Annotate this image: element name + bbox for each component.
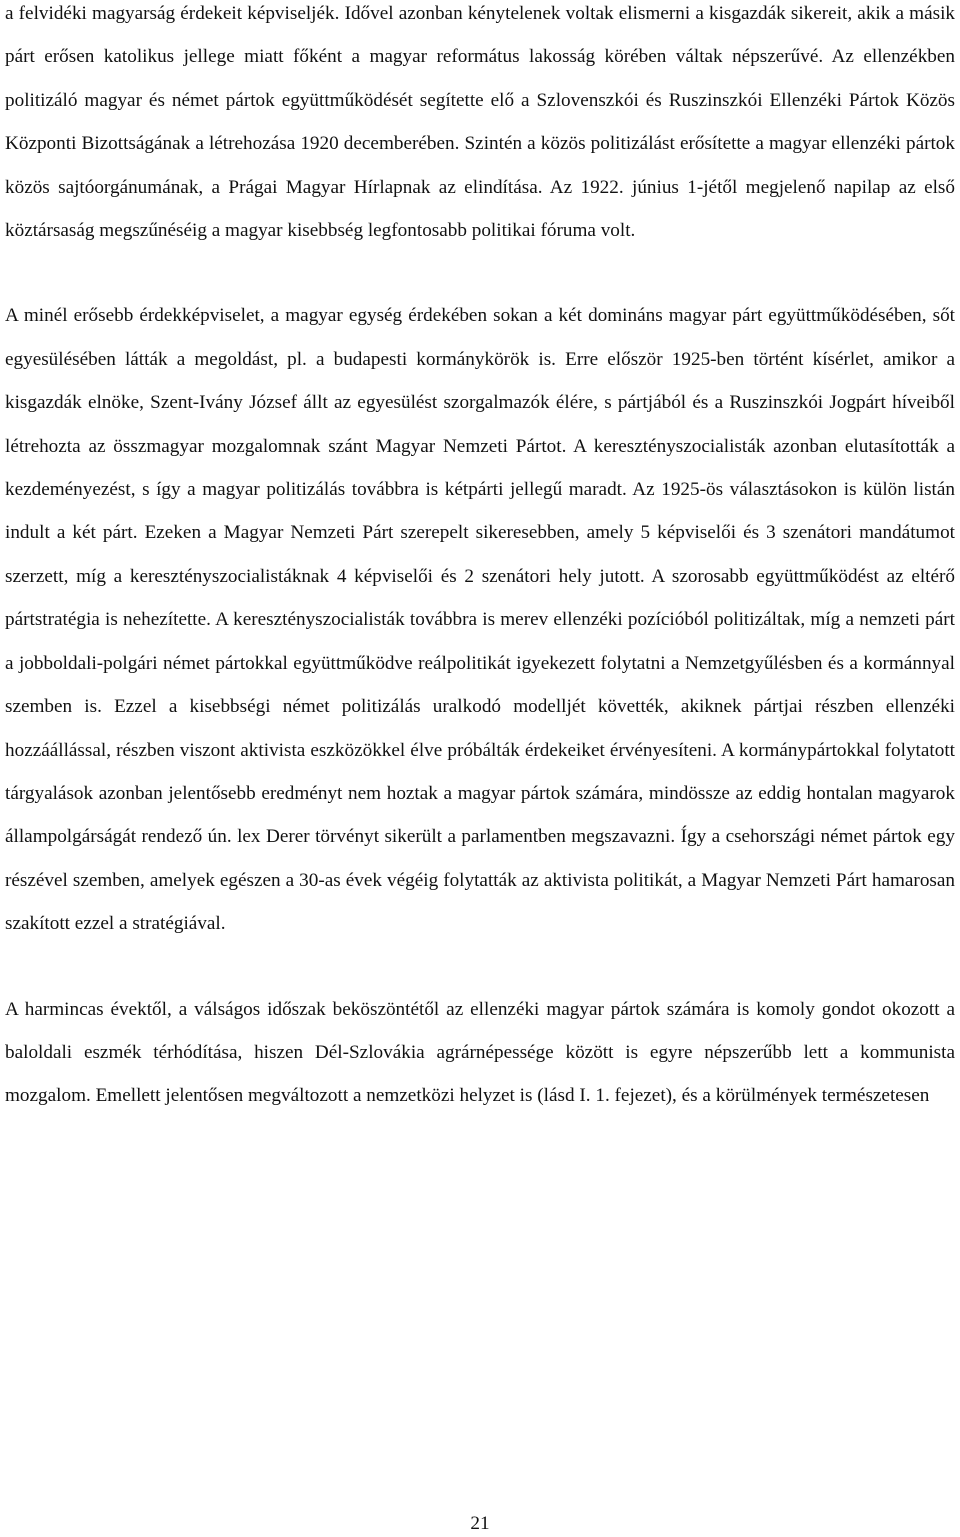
- paragraph-3: A harmincas évektől, a válságos időszak beköszöntétől az ellenzéki magyar pártok számára is komoly gondot okozott a baloldali eszmék térhódítása, hiszen Dél-Szlovákia agrárnépessége között is egyre népszerűbb lett a kommunista mozgalom. Emellett jelentősen megváltozott a nemzetközi helyzet is (lásd I. 1. fejezet), és a körülmények természetesen: [5, 998, 955, 1107]
- document-page: [5, 0, 955, 1118]
- page-number: 21: [470, 1513, 490, 1534]
- paragraph-2: A minél erősebb érdekképviselet, a magyar egység érdekében sokan a két domináns magyar párt együttműködésében, sőt egyesülésében látták a megoldást, pl. a budapesti kormánykörök is. Erre először 1925-ben történt kísérlet, amikor a kisgazdák elnöke, Szent-Ivány József állt az egyesülést szorgalmazók élére, s pártjából és a Ruszinszkói Jogpárt híveiből létrehozta az összmagyar mozgalomnak szánt Magyar Nemzeti Pártot. A keresztényszocialisták azonban elutasították a kezdeményezést, s így a magyar politizálás továbbra is kétpárti jellegű maradt. Az 1925-ös választásokon is külön listán indult a két párt. Ezeken a Magyar Nemzeti Párt szerepelt sikeresebben, amely 5 képviselői és 3 szenátori mandátumot szerzett, míg a keresztényszocialistáknak 4 képviselői és 2 szenátori hely jutott. A szorosabb együttműködést az eltérő pártstratégia is nehezítette. A keresztényszocialisták továbbra is merev ellenzéki pozícióból politizáltak, míg a nemzeti párt a jobboldali-polgári német pártokkal együttműködve reálpolitikát igyekezett folytatni a Nemzetgyűlésben és a kormánnyal szemben is. Ezzel a kisebbségi német politizálás uralkodó modelljét követték, akiknek pártjai részben ellenzéki hozzáállással, részben viszont aktivista eszközökkel élve próbálták érdekeiket érvényesíteni. A kormánypártokkal folytatott tárgyalások azonban jelentősebb eredményt nem hoztak a magyar pártok számára, mindössze az eddig hontalan magyarok állampolgárságát rendező ún. lex Derer törvényt sikerült a parlamentben megszavazni. Így a csehországi német pártok egy részével szemben, amelyek egészen a 30-as évek végéig folytatták az aktivista politikát, a Magyar Nemzeti Párt hamarosan szakított ezzel a stratégiával.: [5, 305, 955, 935]
- paragraph-1: a felvidéki magyarság érdekeit képviseljék. Idővel azonban kénytelenek voltak elismerni a kisgazdák sikereit, akik a másik párt erősen katolikus jellege miatt főként a magyar református lakosság körében váltak népszerűvé. Az ellenzékben politizáló magyar és német pártok együttműködését segítette elő a Szlovenszkói és Ruszinszkói Ellenzéki Pártok Közös Központi Bizottságának a létrehozása 1920 decemberében. Szintén a közös politizálást erősítette a magyar ellenzéki pártok közös sajtóorgánumának, a Prágai Magyar Hírlapnak az elindítása. Az 1922. június 1-jétől megjelenő napilap az első köztársaság megszűnéséig a magyar kisebbség legfontosabb politikai fóruma volt.: [5, 3, 955, 242]
